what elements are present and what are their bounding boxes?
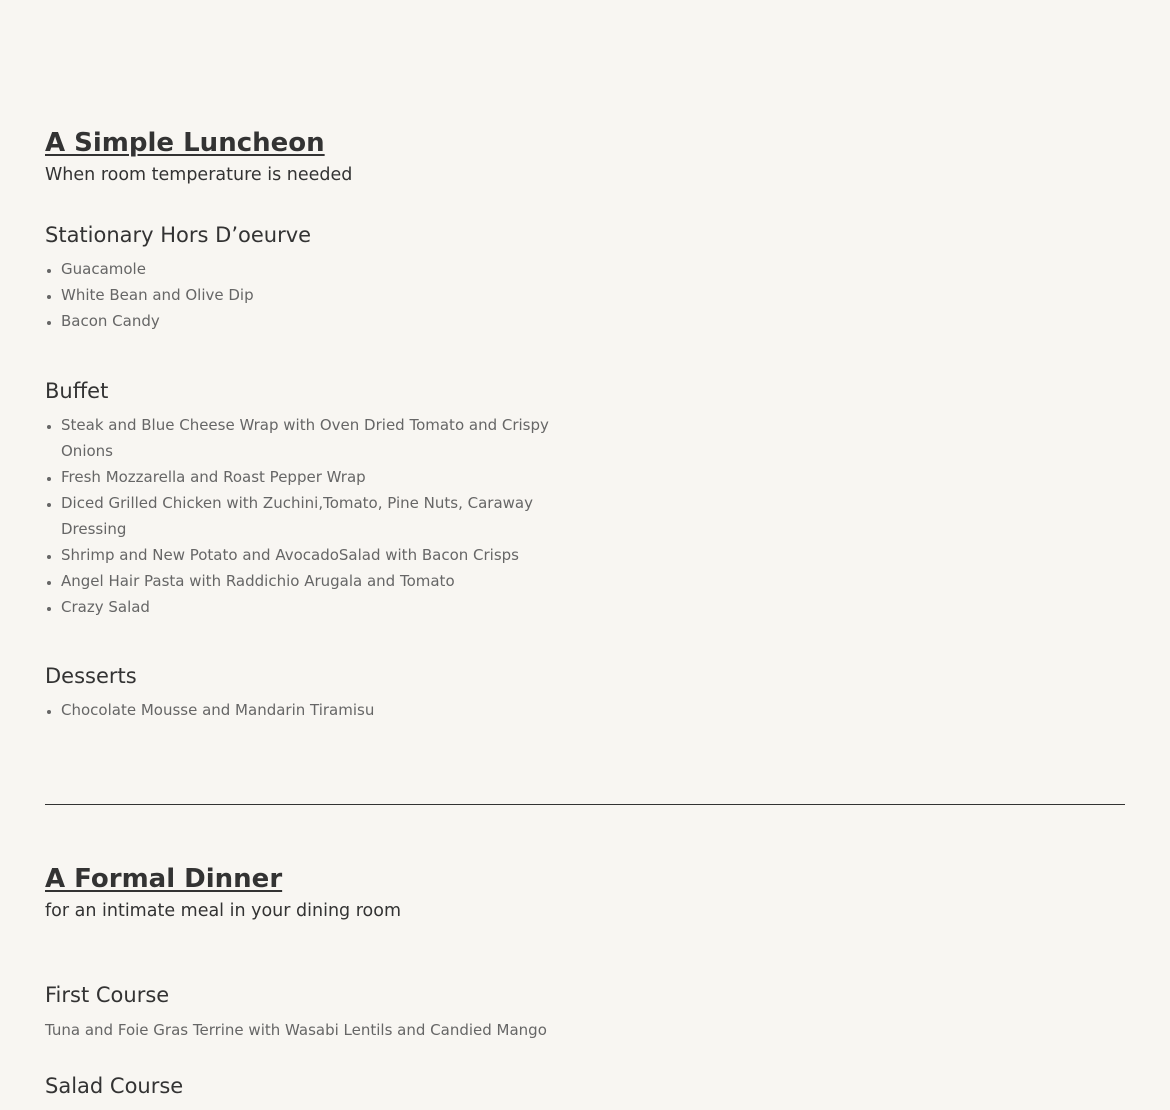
list-item: • Diced Grilled Chicken with Zuchini,Tomato, Pine Nuts, Caraway Dressing bbox=[61, 490, 565, 542]
desserts-list bbox=[45, 697, 565, 723]
stationary-list bbox=[45, 256, 565, 334]
list-item: • Guacamole bbox=[61, 256, 565, 282]
list-item: • Fresh Mozzarella and Roast Pepper Wrap bbox=[61, 464, 565, 490]
buffet-heading: Buffet bbox=[45, 379, 109, 403]
stationary-heading: Stationary Hors D’oeurve bbox=[45, 223, 312, 247]
list-item: • Bacon Candy bbox=[61, 308, 565, 334]
list-item: • White Bean and Olive Dip bbox=[61, 282, 565, 308]
list-item: • Crazy Salad bbox=[61, 594, 565, 620]
dinner-title: A Formal Dinner bbox=[45, 864, 283, 894]
list-item: • Chocolate Mousse and Mandarin Tiramisu bbox=[61, 697, 565, 723]
list-item: • Steak and Blue Cheese Wrap with Oven Dried Tomato and Crispy Onions bbox=[61, 412, 565, 464]
list-item: • Shrimp and New Potato and AvocadoSalad with Bacon Crisps bbox=[61, 542, 565, 568]
first-course-heading: First Course bbox=[45, 983, 170, 1007]
first-course-text: Tuna and Foie Gras Terrine with Wasabi Lentils and Candied Mango bbox=[45, 1021, 547, 1039]
luncheon-title: A Simple Luncheon bbox=[45, 128, 325, 158]
desserts-heading: Desserts bbox=[45, 664, 137, 688]
section-divider bbox=[45, 804, 1125, 805]
dinner-subtitle: for an intimate meal in your dining room bbox=[45, 901, 401, 921]
luncheon-subtitle: When room temperature is needed bbox=[45, 165, 353, 185]
list-item: • Angel Hair Pasta with Raddichio Arugala and Tomato bbox=[61, 568, 565, 594]
salad-course-heading: Salad Course bbox=[45, 1074, 184, 1098]
buffet-list bbox=[45, 412, 565, 620]
